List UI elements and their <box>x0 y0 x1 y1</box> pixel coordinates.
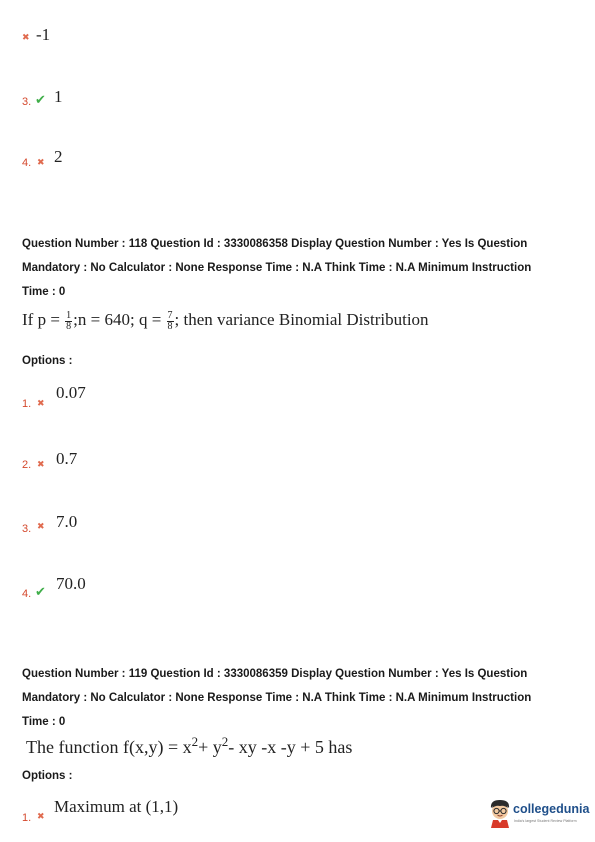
superscript: 2 <box>191 734 199 749</box>
options-label: Options : <box>22 770 73 782</box>
question-text-part: ;n = 640; q = <box>73 310 162 329</box>
option-number: 1. <box>22 812 32 824</box>
logo-name: collegedunia <box>513 802 590 816</box>
question-text-part: ; then variance Binomial Distribution <box>174 310 429 329</box>
option-number: 3. <box>22 96 32 108</box>
fraction <box>65 311 72 332</box>
question-meta-line: Mandatory : No Calculator : None Response Time : N.A Think Time : N.A Minimum Instruction <box>22 262 532 274</box>
option-value: 0.7 <box>56 449 78 468</box>
superscript: 2 <box>221 734 229 749</box>
collegedunia-logo <box>488 798 588 830</box>
fraction-numerator: 7 <box>167 309 173 321</box>
options-label: Options : <box>22 355 73 367</box>
wrong-mark-icon: ✖ <box>37 399 45 409</box>
question-text-part: If p = <box>22 310 60 329</box>
option-value: -1 <box>36 25 51 44</box>
fraction <box>167 311 174 332</box>
question-meta-line: Time : 0 <box>22 716 66 728</box>
option-number: 4. <box>22 588 32 600</box>
fraction-denominator: 8 <box>66 320 72 332</box>
option-value: Maximum at (1,1) <box>54 797 179 816</box>
option-value: 2 <box>54 147 63 166</box>
wrong-mark-icon: ✖ <box>37 460 45 470</box>
question-meta-line: Question Number : 118 Question Id : 3330086358 Display Question Number : Yes Is Question <box>22 238 528 250</box>
question-text-part: + y <box>198 737 222 757</box>
wrong-mark-icon: ✖ <box>22 33 30 43</box>
correct-mark-icon: ✔ <box>35 585 46 600</box>
fraction-denominator: 8 <box>167 320 173 332</box>
correct-mark-icon: ✔ <box>35 93 46 108</box>
option-value: 70.0 <box>56 574 86 593</box>
fraction-numerator: 1 <box>66 309 72 321</box>
wrong-mark-icon: ✖ <box>37 158 45 168</box>
option-value: 7.0 <box>56 512 78 531</box>
question-text-part: - xy -x -y + 5 has <box>228 737 353 757</box>
option-number: 2. <box>22 459 32 471</box>
question-text <box>22 310 429 332</box>
question-text <box>26 734 352 758</box>
logo-tagline: India's largest Student Review Platform <box>514 819 577 823</box>
question-text-part: The function f(x,y) = x <box>26 737 192 757</box>
question-meta-line: Time : 0 <box>22 286 66 298</box>
student-mascot-icon <box>488 798 512 828</box>
option-number: 3. <box>22 523 32 535</box>
wrong-mark-icon: ✖ <box>37 522 45 532</box>
wrong-mark-icon: ✖ <box>37 812 45 822</box>
question-meta-line: Mandatory : No Calculator : None Response Time : N.A Think Time : N.A Minimum Instruction <box>22 692 532 704</box>
question-meta-line: Question Number : 119 Question Id : 3330086359 Display Question Number : Yes Is Question <box>22 668 528 680</box>
option-value: 0.07 <box>56 383 86 402</box>
option-value: 1 <box>54 87 63 106</box>
option-number: 4. <box>22 157 32 169</box>
option-number: 1. <box>22 398 32 410</box>
